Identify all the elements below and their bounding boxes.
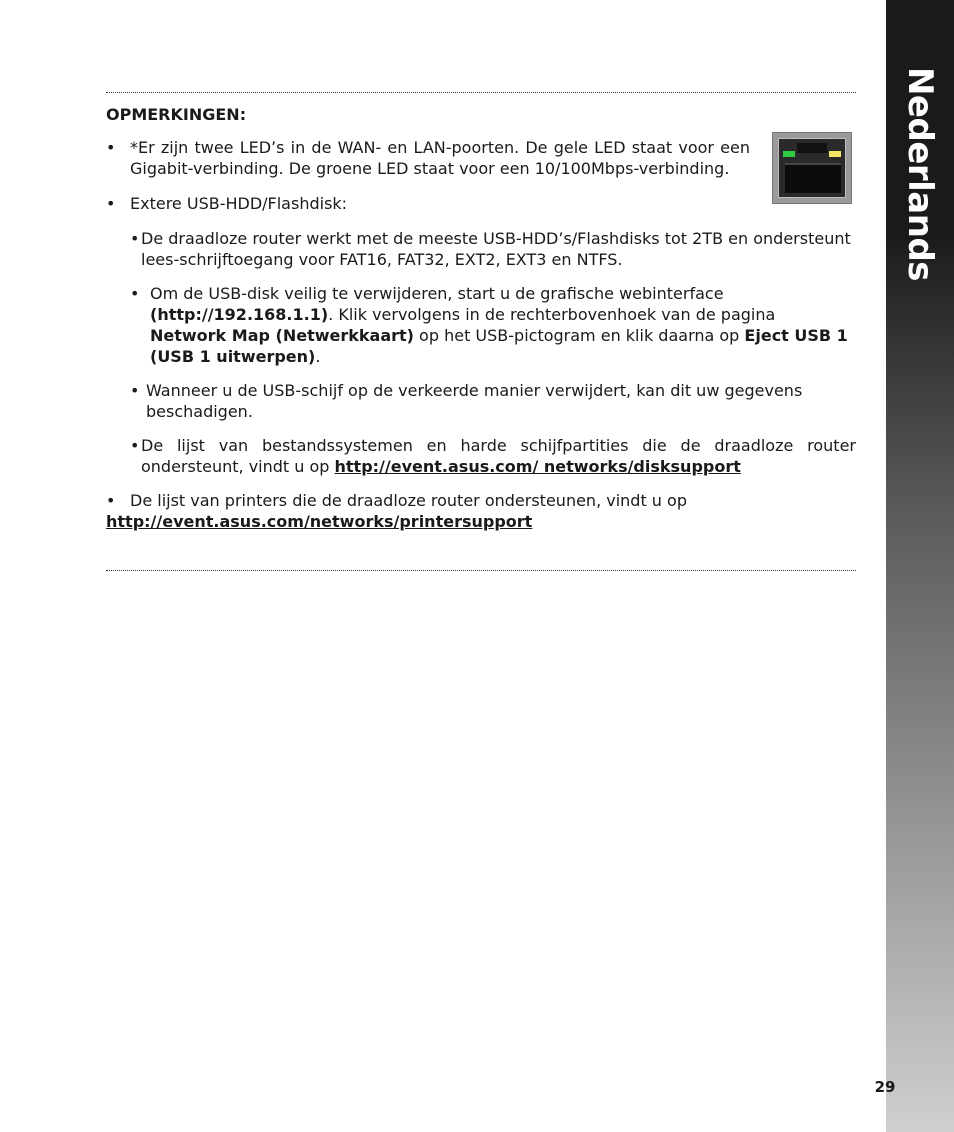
router-url: (http://192.168.1.1) — [150, 305, 329, 324]
green-led-icon — [783, 151, 795, 157]
eject-item — [106, 283, 856, 367]
bottom-dotted-divider — [106, 570, 856, 571]
led-note-item — [106, 137, 856, 179]
filesystems-text: De lijst van bestandssystemen en harde schijfpartities die de draadloze router ondersteunt, vindt u op — [141, 436, 856, 476]
usb-support-text: De draadloze router werkt met de meeste USB-HDD’s/Flashdisks tot 2TB en ondersteunt lees-schrijftoegang voor FAT16, FAT32, EXT2, EXT3 en NTFS. — [141, 229, 851, 269]
warning-text: Wanneer u de USB-schijf op de verkeerde manier verwijdert, kan dit uw gegevens beschadigen. — [146, 381, 803, 421]
page-number: 29 — [874, 1078, 896, 1096]
led-note-text: *Er zijn twee LED’s in de WAN- en LAN-poorten. De gele LED staat voor een Gigabit-verbinding. De groene LED staat voor een 10/100Mbps-verbinding. — [130, 138, 750, 178]
bullet: • — [130, 229, 140, 248]
bullet: • — [130, 284, 140, 303]
bullet: • — [130, 436, 140, 455]
port-notch — [797, 143, 827, 153]
warning-item — [106, 380, 856, 422]
eject-text-3: op het USB-pictogram en klik daarna op — [413, 326, 745, 345]
eject-usb-label: Eject USB 1 (USB 1 uitwerpen) — [150, 326, 848, 366]
bullet: • — [130, 381, 140, 400]
eject-text-2: . Klik vervolgens in de rechterbovenhoek van de pagina — [328, 305, 776, 324]
bullet: • — [106, 138, 116, 157]
notes-heading: OPMERKINGEN: — [106, 105, 247, 124]
top-dotted-divider — [106, 92, 856, 93]
eject-text-1: Om de USB-disk veilig te verwijderen, start u de grafische webinterface — [150, 284, 724, 303]
filesystems-item — [106, 435, 856, 477]
bullet: • — [106, 194, 116, 213]
yellow-led-icon — [829, 151, 841, 157]
language-tab — [886, 0, 954, 290]
usb-support-item — [106, 228, 856, 270]
usb-item — [106, 193, 856, 214]
notes-box — [106, 104, 856, 532]
printers-text: De lijst van printers die de draadloze router ondersteunen, vindt u op — [130, 491, 687, 510]
bullet: • — [106, 491, 116, 510]
disksupport-link[interactable]: http://event.asus.com/ networks/disksupport — [334, 457, 741, 476]
printers-item — [106, 490, 856, 532]
eject-text-4: . — [315, 347, 321, 366]
printers-line — [106, 490, 856, 511]
usb-title: Extere USB-HDD/Flashdisk: — [130, 194, 348, 213]
port-socket — [778, 138, 846, 198]
network-map-label: Network Map (Netwerkkaart) — [150, 326, 414, 345]
language-title: Nederlands — [900, 66, 940, 282]
port-slot — [785, 163, 841, 193]
printersupport-link[interactable]: http://event.asus.com/networks/printersupport — [106, 512, 533, 531]
ethernet-port-image — [772, 132, 852, 204]
